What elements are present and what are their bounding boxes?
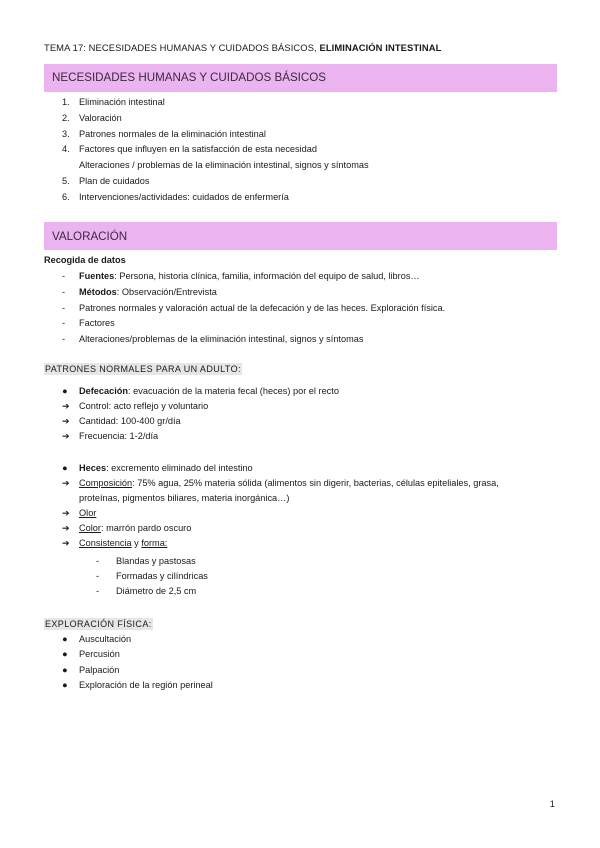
patrones-heading: PATRONES NORMALES PARA UN ADULTO: [45,364,241,374]
arrow-icon: ➔ [62,478,70,488]
bullet-icon: ● [62,679,68,690]
arrow-icon: ➔ [62,430,70,441]
section-banner-valoracion [44,222,557,250]
document-page: TEMA 17: NECESIDADES HUMANAS Y CUIDADOS BÁSICOS, ELIMINACIÓN INTESTINAL NECESIDADES HUMANAS Y CUIDADOS BÁSICOS 1. Eliminación intestinal 2. Valoración 3. Patrones normales de la eliminación intestinal 4. Factores que influyen en la satisfacción de esta necesidad Alteraciones / problemas de la eliminación intestinal, signos y síntomas 5. Plan de cuidados 6. Intervenciones/actividades: cuidados de enfermería VALORACIÓN Recogida de datos - Fuentes: Persona, historia clínica, familia, información del equipo de salud, libros… - Métodos: Observación/Entrevista - Patrones normales y valoración actual de la defecación y de las heces. Exploración física. - Factores - Alteraciones/problemas de la eliminación intestinal, signos y síntomas PATRONES NORMALES PARA UN ADULTO: ● Defecación: evacuación de la materia fecal (heces) por el recto ➔ Control: acto reflejo y voluntario ➔ Cantidad: 100-400 gr/día ➔ Frecuencia: 1-2/día ● Heces: excremento eliminado del intestino ➔ Composición: 75% agua, 25% materia sólida (alimentos sin digerir, bacterias, células epiteliales, grasa, proteínas, pigmentos biliares, materia inorgánica…) ➔ Olor ➔ Color: marrón pardo oscuro ➔ Consistencia y forma: - Blandas y pastosas - Formadas y cilíndricas - Diámetro de 2,5 cm EXPLORACIÓN FÍSICA: ● Auscultación ● Percusión ● Palpación ● Exploración de la región perineal 1 [44,42,555,809]
bullet-icon: ● [62,649,68,660]
bullet-icon: ● [62,386,68,396]
document-header [44,42,441,53]
bullet-icon: ● [62,634,68,644]
header-prefix: TEMA 17: NECESIDADES HUMANAS Y CUIDADOS BÁSICOS, [44,42,320,53]
arrow-icon: ➔ [62,523,70,533]
banner-title: NECESIDADES HUMANAS Y CUIDADOS BÁSICOS [52,71,327,84]
bullet-icon: ● [62,463,68,473]
bullet-icon: ● [62,664,68,675]
arrow-icon: ➔ [62,415,70,426]
exploracion-heading: EXPLORACIÓN FÍSICA: [45,619,152,629]
arrow-icon: ➔ [62,538,70,548]
arrow-icon: ➔ [62,401,70,411]
page-number: 1 [549,798,555,809]
arrow-icon: ➔ [62,508,70,518]
banner-title: VALORACIÓN [52,230,128,243]
section-banner-necesidades [44,64,557,92]
recogida-title: Recogida de datos [44,255,126,265]
header-bold-title: ELIMINACIÓN INTESTINAL [319,42,442,53]
